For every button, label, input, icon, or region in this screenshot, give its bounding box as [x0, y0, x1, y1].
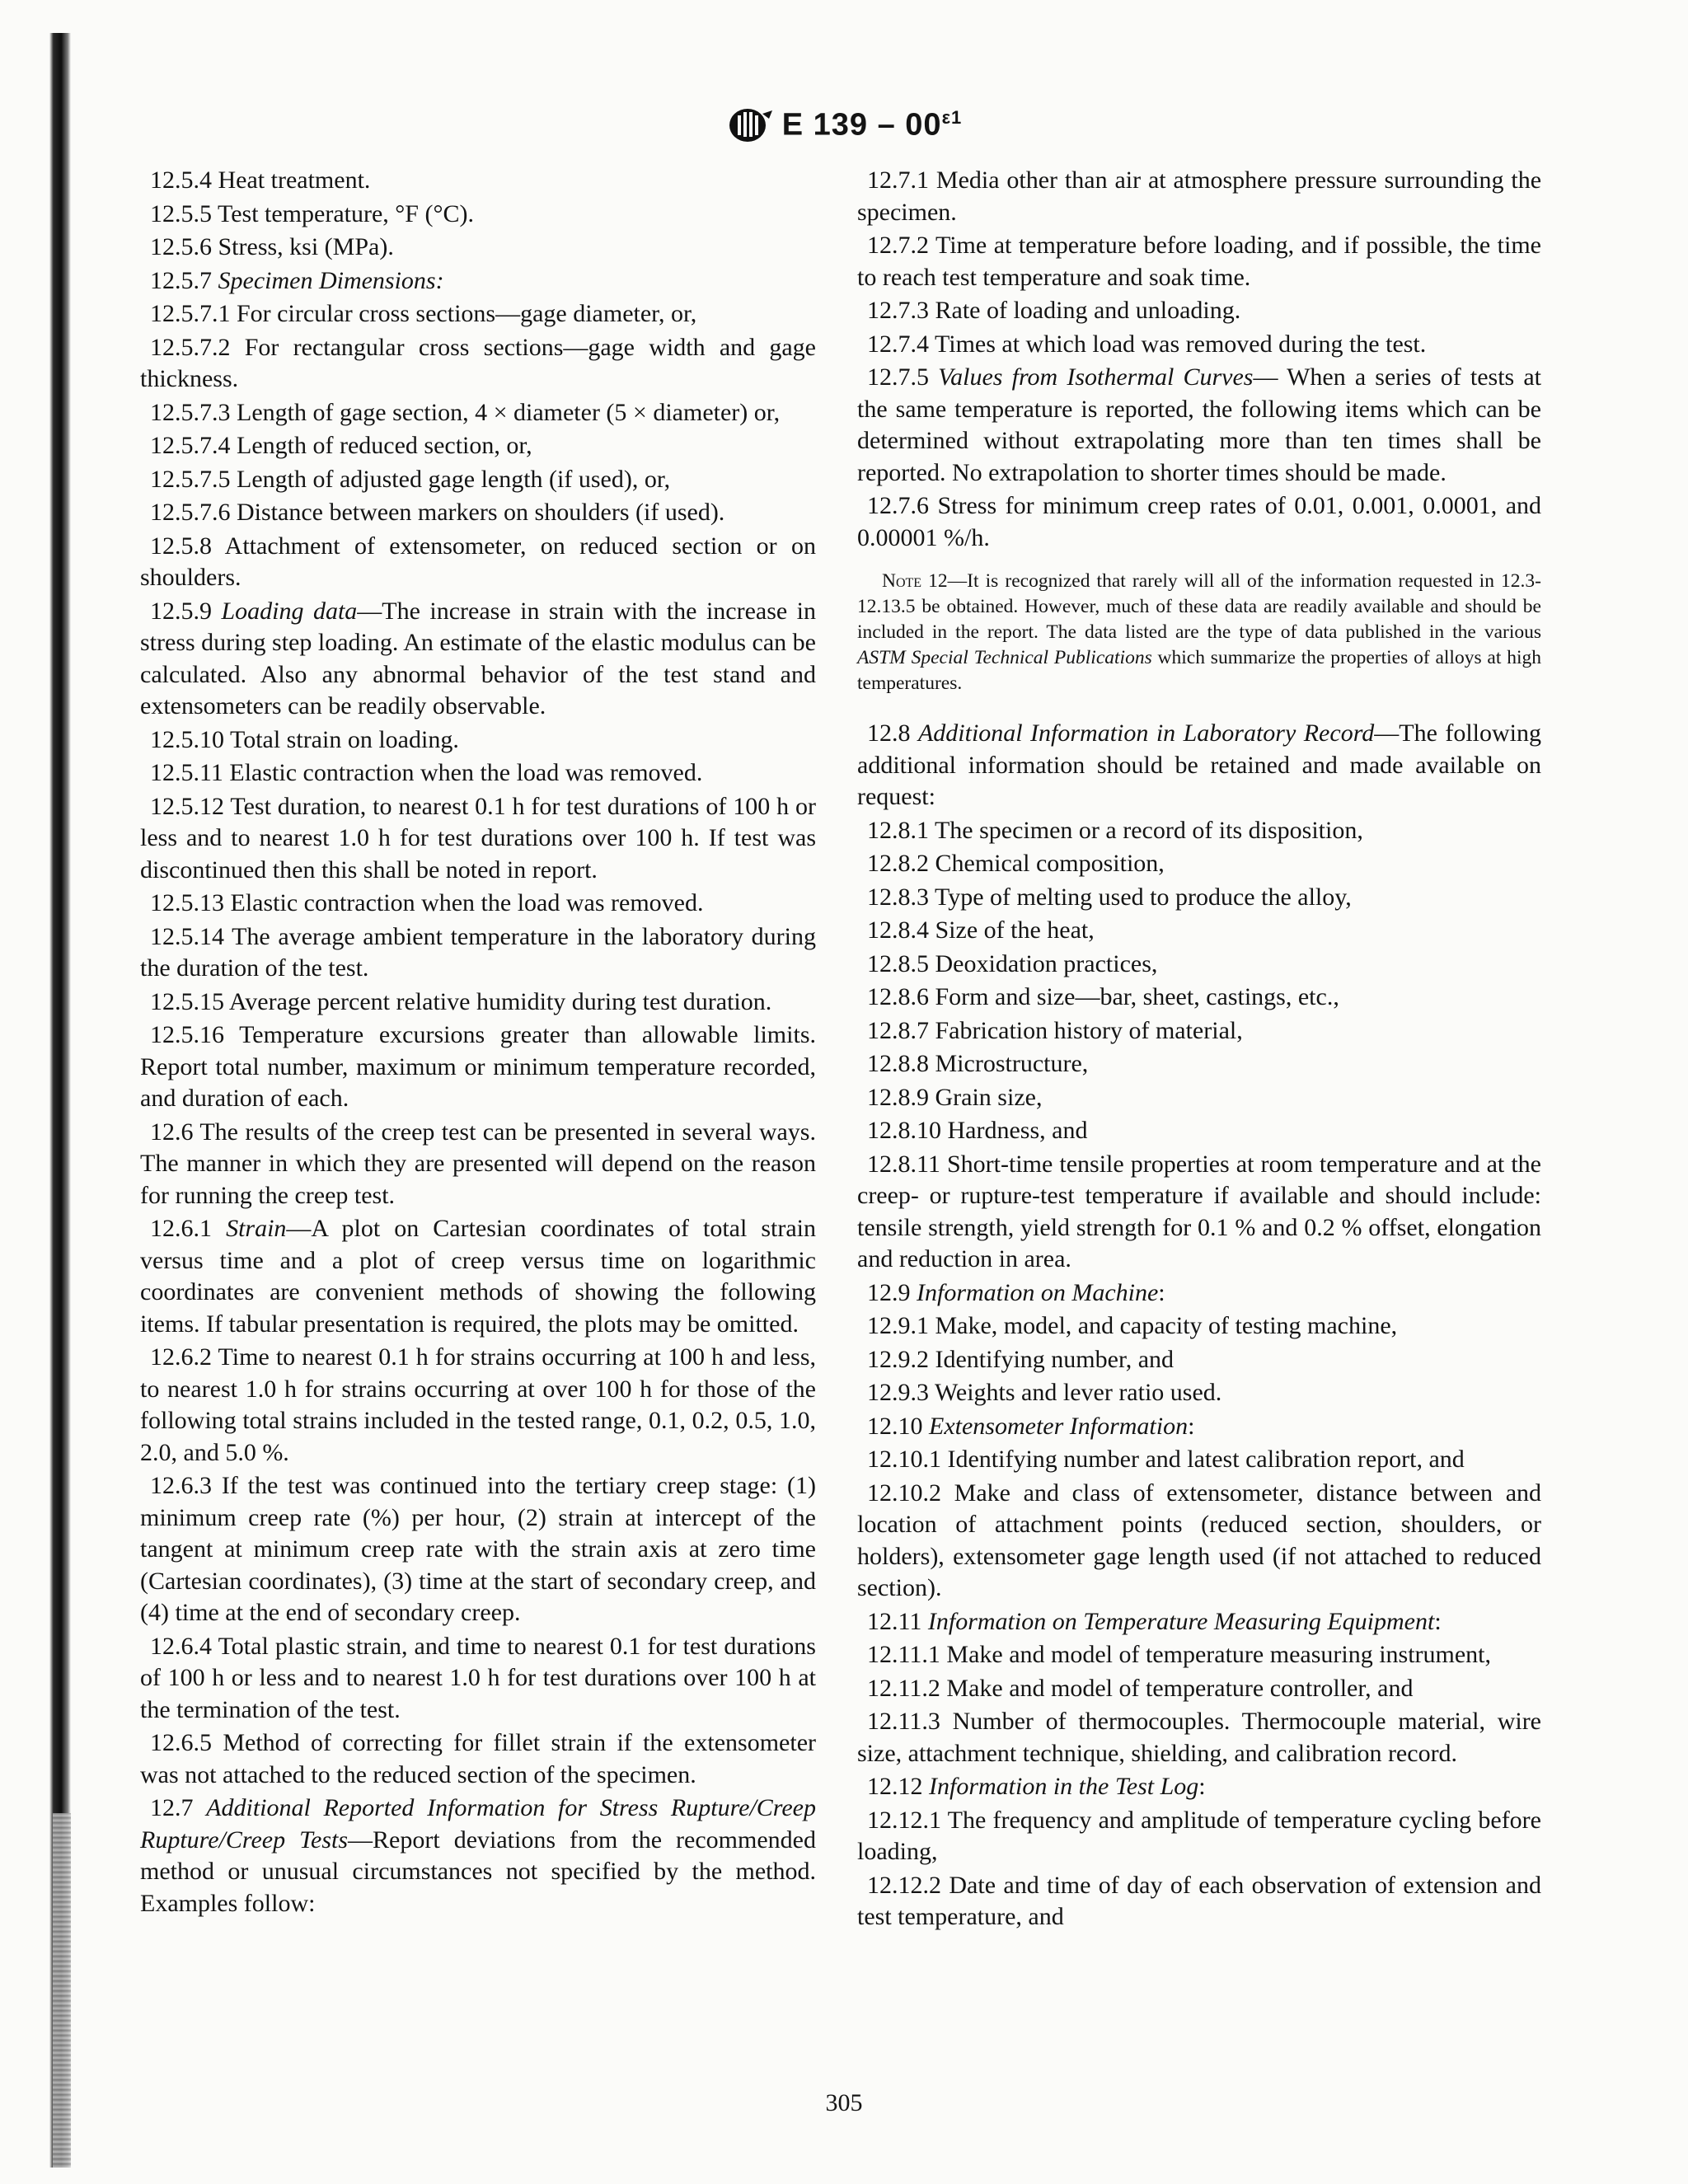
section-item — [140, 1019, 816, 1115]
section-text: Length of gage section, 4 × diameter (5 × diameter) or, — [237, 398, 781, 426]
section-item — [857, 295, 1541, 327]
section-number: 12.5.7.1 — [150, 300, 231, 327]
note-12: Note 12—It is recognized that rarely will all of the information requested in 12.3-12.13.5 be obtained. However, much of these data are readily available and should be included in the report. The data listed are the type of data published in the various ASTM Special Technical Publications which summarize the properties of alloys at high temperatures. — [857, 570, 1541, 694]
section-text: —Report deviations from the recommended method or unusual circumstances not specified by the method. Examples follow: — [140, 1825, 816, 1917]
section-text: Deoxidation practices, — [935, 949, 1158, 977]
section-title: Loading data — [221, 597, 358, 625]
section-text: The frequency and amplitude of temperature cycling before loading, — [857, 1806, 1541, 1865]
section-number: 12.10 — [867, 1412, 923, 1440]
section-number: 12.5.10 — [150, 725, 224, 753]
section-text: —The following additional information should be retained and made available on request: — [857, 719, 1542, 810]
section-item — [140, 921, 816, 985]
section-number: 12.5.8 — [150, 532, 212, 560]
section-number: 12.5.5 — [150, 199, 212, 227]
section-title: Additional Reported Information for Stress Rupture/Creep Rupture/Creep Tests — [140, 1794, 816, 1854]
section-text: Make and model of temperature measuring instrument, — [946, 1641, 1492, 1668]
section-number: 12.11.3 — [867, 1708, 940, 1735]
section-title: Strain — [226, 1215, 287, 1242]
section-item — [857, 1606, 1541, 1638]
section-title: Information in the Test Log — [929, 1773, 1199, 1800]
section-item — [140, 1631, 816, 1727]
section-text: Make and class of extensometer, distance between and location of attachment points (reduced section, shoulders, or holders), extensometer gage length used (if not attached to reduced section). — [857, 1479, 1542, 1601]
section-item — [140, 1213, 816, 1340]
section-text: Stress for minimum creep rates of 0.01, 0.001, 0.0001, and 0.00001 %/h. — [857, 492, 1542, 551]
section-item — [857, 882, 1541, 914]
section-number: 12.12.2 — [867, 1871, 941, 1899]
section-item — [857, 1377, 1541, 1409]
section-number: 12.5.11 — [150, 759, 223, 786]
section-item — [140, 1117, 816, 1212]
section-text: Temperature excursions greater than allowable limits. Report total number, maximum or minimum temperature recorded, and duration of each. — [140, 1021, 816, 1112]
section-number: 12.11.1 — [867, 1641, 940, 1668]
section-item — [140, 757, 816, 790]
section-text: : — [1158, 1278, 1165, 1306]
section-number: 12.5.14 — [150, 922, 224, 950]
section-number: 12.6.1 — [150, 1215, 212, 1242]
section-number: 12.6.3 — [150, 1472, 212, 1499]
section-number: 12.6 — [150, 1118, 194, 1146]
section-number: 12.5.7 — [150, 266, 212, 294]
section-text: Date and time of day of each observation of extension and test temperature, and — [857, 1871, 1541, 1930]
section-number: 12.10.2 — [867, 1479, 941, 1507]
section-item — [857, 1048, 1541, 1080]
section-number: 12.9.2 — [867, 1345, 929, 1373]
section-number: 12.5.7.6 — [150, 499, 231, 526]
section-text: The results of the creep test can be presented in several ways. The manner in which they are presented will depend on the reason for running the creep test. — [140, 1118, 816, 1209]
section-number: 12.8.5 — [867, 949, 929, 977]
section-number: 12.5.4 — [150, 166, 212, 194]
section-number: 12.7.5 — [867, 363, 929, 391]
section-item — [857, 718, 1541, 813]
section-item — [857, 1706, 1541, 1769]
section-item — [140, 497, 816, 529]
section-number: 12.5.7.5 — [150, 465, 231, 493]
page-number: 305 — [825, 2089, 863, 2116]
section-item — [857, 848, 1541, 880]
section-text: Total strain on loading. — [229, 725, 459, 753]
section-item — [857, 1115, 1541, 1147]
section-number: 12.5.7.3 — [150, 398, 231, 426]
section-item — [857, 1673, 1541, 1705]
section-title: Information on Machine — [917, 1278, 1159, 1306]
section-number: 12.5.16 — [150, 1021, 224, 1048]
section-item — [140, 1470, 816, 1629]
section-item — [857, 1444, 1541, 1476]
right-column-top — [857, 165, 1541, 554]
section-item — [857, 165, 1541, 228]
section-item — [857, 1149, 1541, 1276]
section-item — [857, 949, 1541, 981]
section-number: 12.8.6 — [867, 983, 929, 1010]
section-text: Test duration, to nearest 0.1 h for test durations of 100 h or less and to nearest 1.0 h for test durations over 100 h. If test was discontinued then this shall be noted in report. — [140, 792, 816, 883]
section-item — [857, 490, 1541, 554]
section-number: 12.11 — [867, 1607, 922, 1635]
section-item — [140, 199, 816, 231]
section-title: Information on Temperature Measuring Equipment — [927, 1607, 1435, 1635]
section-number: 12.6.5 — [150, 1729, 212, 1756]
section-item — [857, 815, 1541, 847]
section-item — [857, 329, 1541, 361]
section-number: 12.8.3 — [867, 883, 929, 911]
right-column — [857, 165, 1541, 1935]
section-number: 12.5.9 — [150, 597, 212, 625]
section-item — [857, 1478, 1541, 1605]
section-title: Values from Isothermal Curves — [938, 363, 1254, 391]
section-item — [857, 1771, 1541, 1803]
section-number: 12.7 — [150, 1794, 194, 1821]
section-text: Fabrication history of material, — [935, 1016, 1243, 1044]
section-text: Media other than air at atmosphere pressure surrounding the specimen. — [857, 166, 1542, 226]
section-text: Size of the heat, — [935, 916, 1095, 944]
right-column-bottom — [857, 718, 1541, 1933]
section-item — [140, 531, 816, 594]
section-item — [857, 1082, 1541, 1114]
section-text: Time at temperature before loading, and if possible, the time to reach test temperature and soak time. — [857, 232, 1541, 291]
section-text: Form and size—bar, sheet, castings, etc., — [935, 983, 1339, 1010]
section-text: — When a series of tests at the same temperature is reported, the following items which can be determined without extrapolating more than ten times shall be reported. No extrapolation to shorter times should be made. — [857, 363, 1542, 486]
section-number: 12.11.2 — [867, 1674, 940, 1702]
section-text: Total plastic strain, and time to nearest 0.1 for test durations of 100 h or less and to nearest 1.0 h for test durations over 100 h at the termination of the test. — [140, 1632, 816, 1723]
section-number: 12.8.10 — [867, 1117, 941, 1144]
section-item — [140, 165, 816, 197]
section-text: Weights and lever ratio used. — [934, 1379, 1222, 1406]
section-text: Type of melting used to produce the alloy, — [934, 883, 1352, 911]
section-text: Test temperature, °F (°C). — [217, 199, 474, 227]
section-text: For circular cross sections—gage diameter, or, — [237, 300, 697, 327]
section-text: : — [1434, 1607, 1442, 1635]
section-text: For rectangular cross sections—gage width and gage thickness. — [140, 333, 817, 392]
standard-designation: E $139 - 00^{\varepsilon 1}$ — [781, 107, 963, 143]
section-number: 12.5.15 — [150, 987, 224, 1015]
section-number: 12.12.1 — [867, 1806, 941, 1834]
section-item — [857, 1344, 1541, 1376]
section-text: Method of correcting for fillet strain if the extensometer was not attached to the reduced section of the specimen. — [140, 1729, 816, 1788]
section-number: 12.8.7 — [867, 1016, 929, 1044]
section-number: 12.7.4 — [867, 330, 929, 358]
section-number: 12.8.2 — [867, 850, 929, 877]
section-number: 12.7.2 — [867, 232, 929, 259]
section-text: : — [1198, 1773, 1206, 1800]
section-number: 12.5.12 — [150, 792, 224, 820]
section-number: 12.9.1 — [867, 1312, 929, 1339]
section-text: Microstructure, — [935, 1050, 1089, 1077]
section-item — [140, 397, 816, 429]
section-item — [140, 888, 816, 920]
section-text: Elastic contraction when the load was removed. — [230, 889, 704, 916]
section-text: Number of thermocouples. Thermocouple material, wire size, attachment technique, shielding, and calibration record. — [857, 1708, 1541, 1767]
section-number: 12.9 — [867, 1278, 911, 1306]
left-column — [140, 165, 816, 1921]
section-number: 12.9.3 — [867, 1379, 929, 1406]
section-text: Make, model, and capacity of testing machine, — [935, 1312, 1398, 1339]
section-number: 12.8.1 — [867, 816, 929, 844]
section-text: Heat treatment. — [218, 166, 371, 194]
section-number: 12.7.1 — [867, 166, 929, 194]
section-item — [140, 596, 816, 723]
section-number: 12.5.7.2 — [150, 333, 231, 361]
section-item — [857, 1639, 1541, 1671]
section-text: Time to nearest 0.1 h for strains occurring at 100 h and less, to nearest 1.0 h for strains occurring at over 100 h for those of the following total strains included in the tested range, 0.1, 0.2, 0.5, 1.0, 2.0, and 5.0 %. — [140, 1343, 816, 1466]
section-number: 12.10.1 — [867, 1446, 941, 1473]
section-item — [140, 265, 816, 298]
section-item — [857, 230, 1541, 293]
section-item — [857, 1310, 1541, 1343]
section-item — [140, 298, 816, 330]
section-text: : — [1188, 1412, 1195, 1440]
section-text: Stress, ksi (MPa). — [218, 233, 394, 260]
section-item — [140, 1342, 816, 1469]
page-header — [0, 107, 1688, 143]
section-text: The specimen or a record of its disposition, — [934, 816, 1363, 844]
section-number: 12.8.9 — [867, 1083, 929, 1111]
section-text: If the test was continued into the tertiary creep stage: (1) minimum creep rate (%) per hour, (2) strain at intercept of the tangent at minimum creep rate with the strain axis at zero time (Cartesian coordinates), (3) time at the start of secondary creep, and (4) time at the end of secondary creep. — [140, 1472, 816, 1626]
section-text: Elastic contraction when the load was removed. — [229, 759, 703, 786]
section-item — [857, 1277, 1541, 1310]
section-number: 12.7.3 — [867, 297, 929, 324]
section-text: —A plot on Cartesian coordinates of total strain versus time and a plot of creep versus time on logarithmic coordinates are convenient methods of showing the following items. If tabular presentation is required, the plots may be omitted. — [140, 1215, 817, 1338]
section-number: 12.6.2 — [150, 1343, 212, 1371]
section-number: 12.5.13 — [150, 889, 224, 916]
section-text: Hardness, and — [947, 1117, 1088, 1144]
section-text: Times at which load was removed during the test. — [934, 330, 1427, 358]
section-item — [857, 982, 1541, 1014]
section-text: Identifying number, and — [935, 1345, 1175, 1373]
section-item — [857, 1870, 1541, 1933]
section-title: Additional Information in Laboratory Record — [917, 719, 1375, 747]
section-number: 12.8.8 — [867, 1050, 929, 1077]
section-text: The average ambient temperature in the laboratory during the duration of the test. — [140, 922, 816, 982]
section-text: Distance between markers on shoulders (if used). — [237, 499, 725, 526]
section-item — [140, 791, 816, 887]
section-item — [857, 1805, 1541, 1868]
astm-logo-icon — [726, 107, 774, 143]
section-title: Extensometer Information — [929, 1412, 1189, 1440]
section-item — [140, 724, 816, 757]
section-text: Short-time tensile properties at room temperature and at the creep- or rupture-test temperature if available and should include: tensile strength, yield strength for 0.1 % and 0.2 % offset, elongation and reduction in area. — [857, 1150, 1541, 1272]
section-title: Specimen Dimensions: — [218, 266, 444, 294]
section-text: Grain size, — [935, 1083, 1043, 1111]
section-item — [857, 1015, 1541, 1047]
section-item — [857, 362, 1541, 489]
section-text: Rate of loading and unloading. — [935, 297, 1241, 324]
section-item — [140, 1793, 816, 1919]
section-text: Length of adjusted gage length (if used), or, — [237, 465, 671, 493]
section-text: Attachment of extensometer, on reduced section or on shoulders. — [140, 532, 816, 591]
section-item — [857, 1411, 1541, 1443]
section-text: Make and model of temperature controller, and — [946, 1674, 1414, 1702]
section-text: Chemical composition, — [935, 850, 1165, 877]
section-text: Length of reduced section, or, — [237, 432, 532, 459]
section-item — [140, 232, 816, 264]
section-number: 12.7.6 — [867, 492, 929, 519]
section-text: Average percent relative humidity during test duration. — [228, 987, 772, 1015]
section-number: 12.12 — [867, 1773, 923, 1800]
section-item — [140, 987, 816, 1019]
section-item — [140, 332, 816, 396]
section-number: 12.5.7.4 — [150, 432, 231, 459]
section-number: 12.8 — [867, 719, 911, 747]
section-text: Identifying number and latest calibration report, and — [947, 1446, 1465, 1473]
section-item — [857, 915, 1541, 947]
section-number: 12.8.11 — [867, 1150, 940, 1178]
section-number: 12.6.4 — [150, 1632, 212, 1660]
section-item — [140, 464, 816, 496]
section-text: —The increase in strain with the increase in stress during step loading. An estimate of the elastic modulus can be calculated. Also any abnormal behavior of the test stand and extensometers can be readily observable. — [140, 597, 816, 719]
section-item — [140, 430, 816, 462]
section-number: 12.5.6 — [150, 233, 212, 260]
section-number: 12.8.4 — [867, 916, 929, 944]
section-item — [140, 1727, 816, 1791]
